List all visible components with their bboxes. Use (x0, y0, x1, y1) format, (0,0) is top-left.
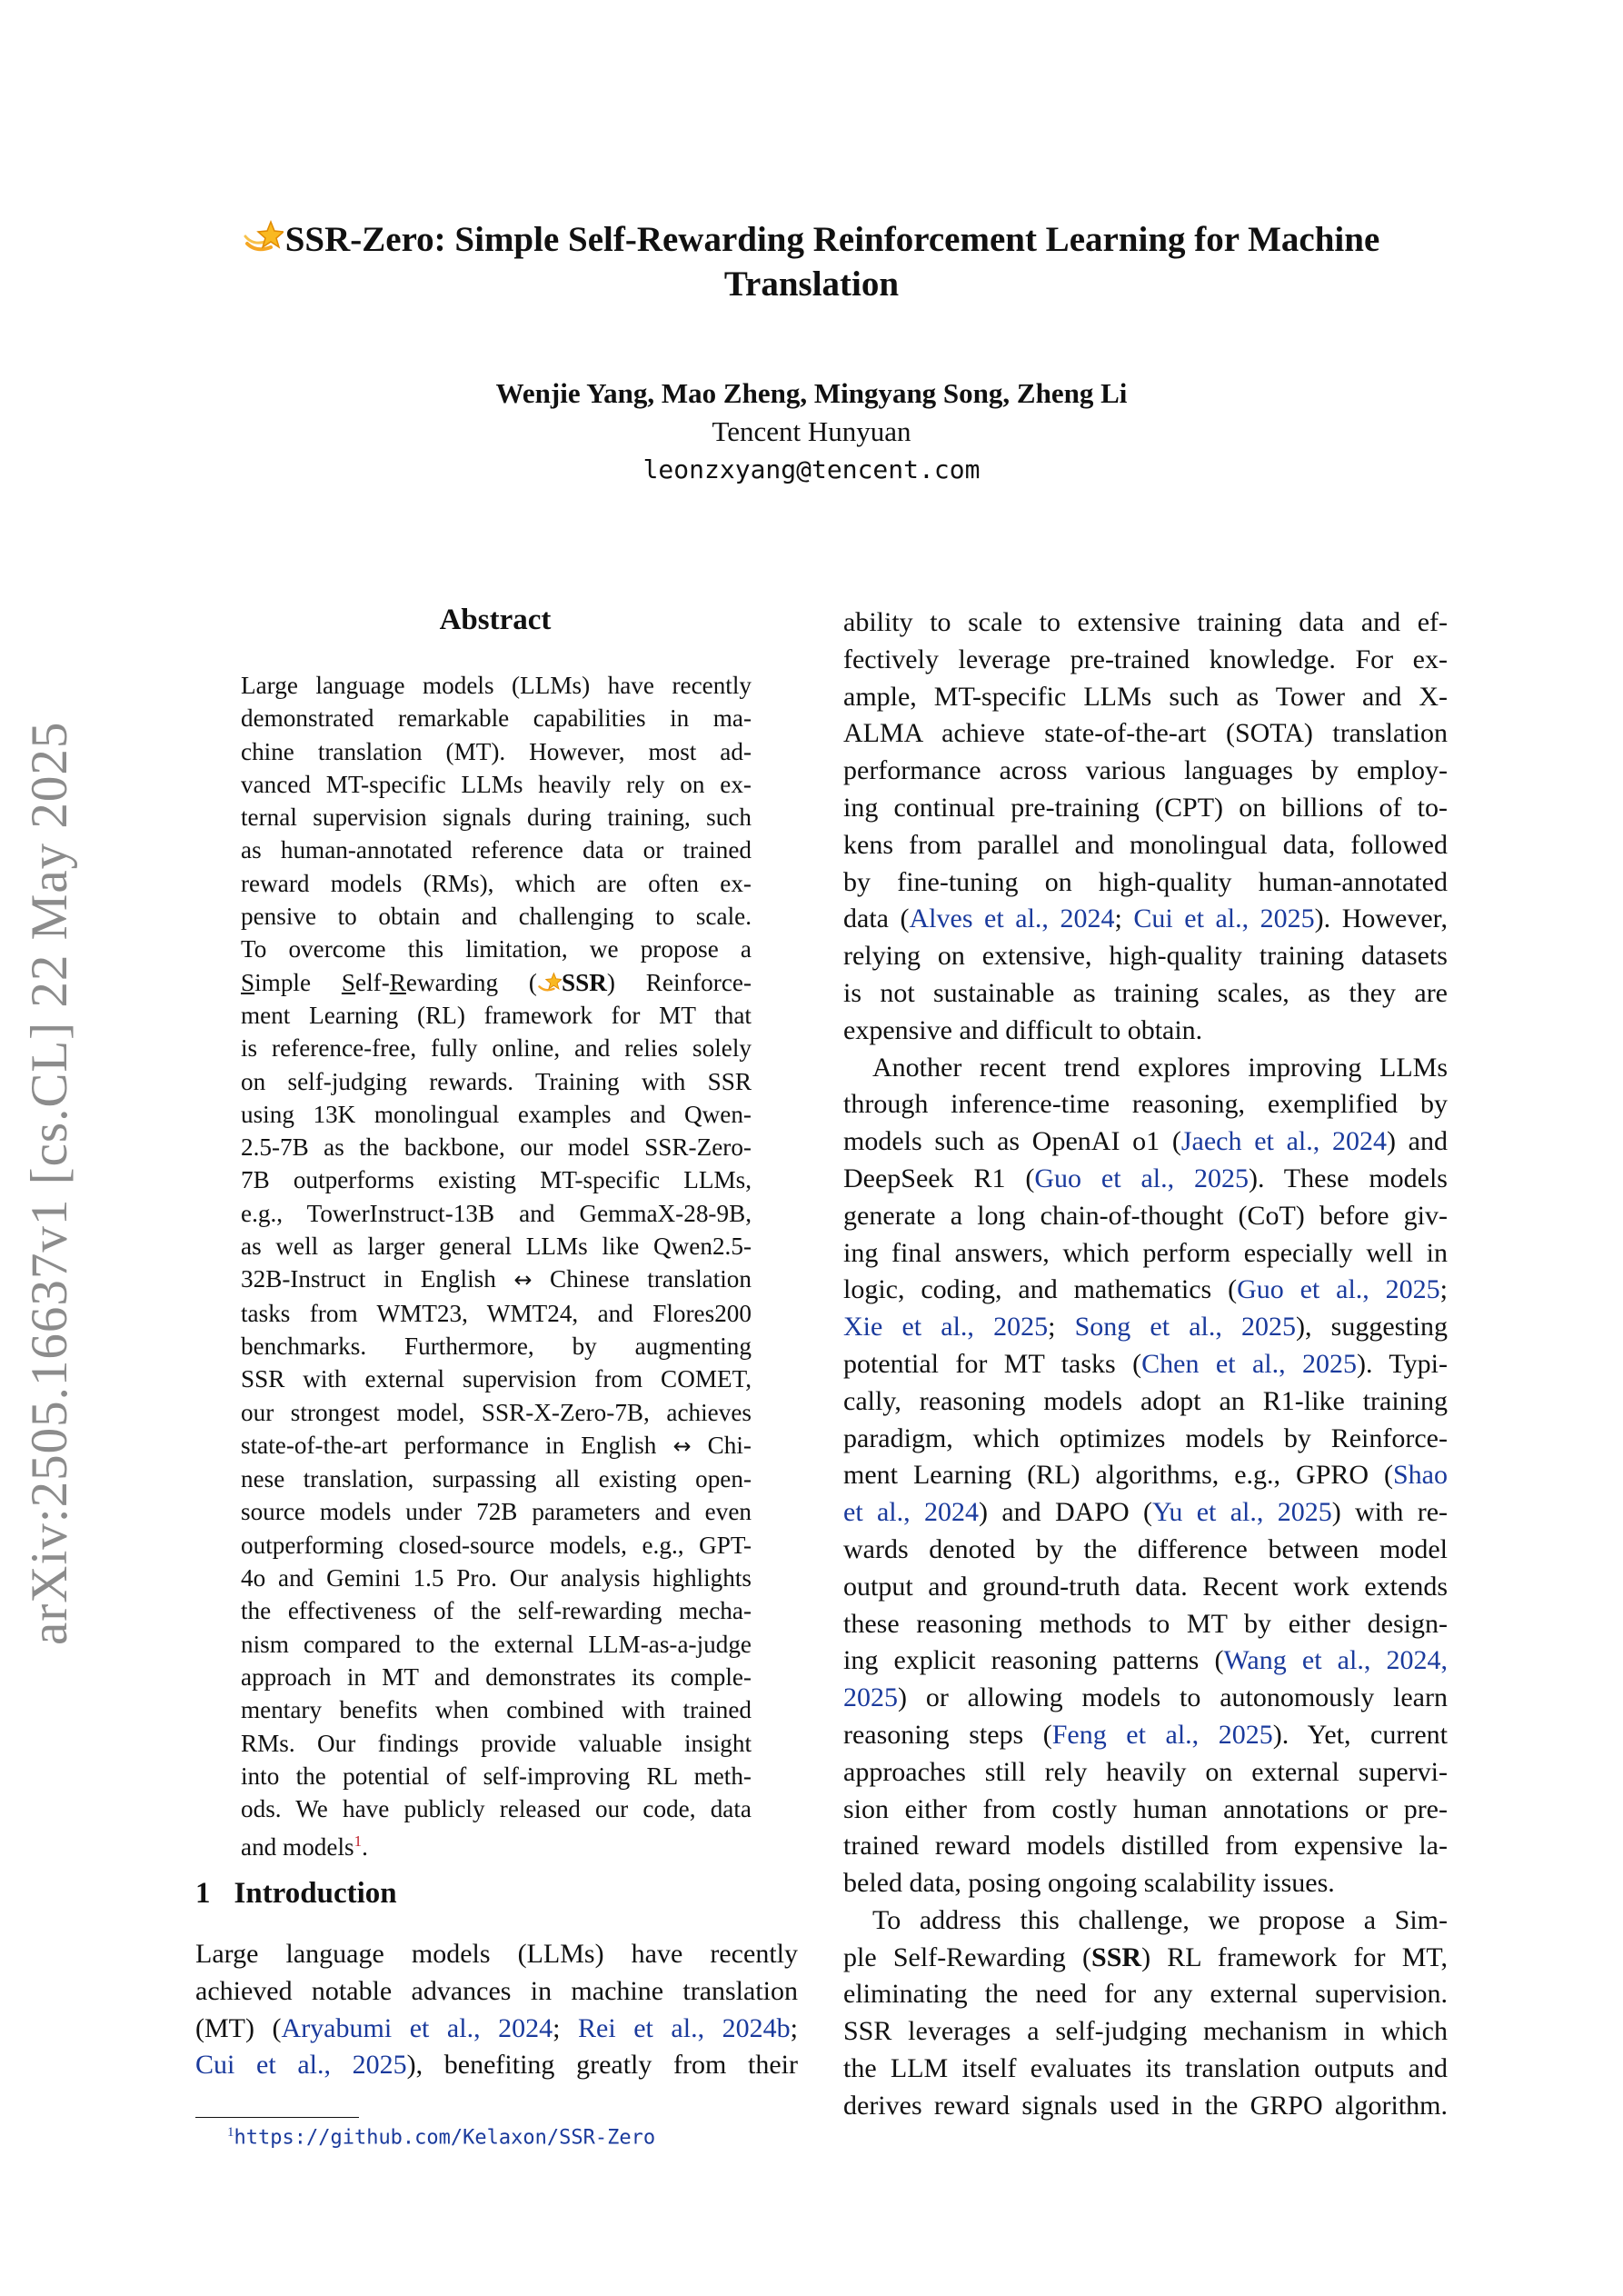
arxiv-identifier: arXiv:2505.16637v1 [cs.CL] 22 May 2025 (21, 721, 78, 1645)
body-line: models such as OpenAI o1 (Jaech et al., 2024) and (843, 1126, 1448, 1157)
body-line: approaches still rely heavily on external supervi- (843, 1756, 1448, 1787)
body-line: Another recent trend explores improving LLMs (872, 1052, 1448, 1083)
citation-link[interactable]: Alves et al., 2024 (909, 903, 1115, 934)
body-line: ment Learning (RL) algorithms, e.g., GPRO (Shao (843, 1460, 1448, 1491)
abstract-line: benchmarks. Furthermore, by augmenting (241, 1332, 752, 1360)
abstract-line: 32B-Instruct in English ↔ Chinese translation (241, 1265, 752, 1293)
citation-link[interactable]: Wang et al., 2024, (1223, 1645, 1448, 1676)
ssr-acronym: SSR (561, 968, 607, 996)
body-line: 2025) or allowing models to autonomously learn (843, 1682, 1448, 1713)
abstract-line: nese translation, surpassing all existing open- (241, 1465, 752, 1493)
author-names: Wenjie Yang, Mao Zheng, Mingyang Song, Zheng Li (495, 377, 1128, 409)
citation-link[interactable]: Shao (1393, 1460, 1448, 1491)
body-line: beled data, posing ongoing scalability issues. (843, 1868, 1335, 1899)
citation-link[interactable]: Feng et al., 2025 (1051, 1719, 1273, 1750)
abstract-line: the effectiveness of the self-rewarding mecha- (241, 1597, 752, 1625)
body-line: these reasoning methods to MT by either design- (843, 1608, 1448, 1639)
abstract-ssr-line: Simple Self-Rewarding ( SSR) Reinforce- (241, 968, 752, 996)
abstract-line: Large language models (LLMs) have recently (241, 672, 752, 699)
body-line: the LLM itself evaluates its translation outputs and (843, 2053, 1448, 2084)
citation-link[interactable]: Chen et al., 2025 (1141, 1348, 1358, 1379)
citation-link[interactable]: Jaech et al., 2024 (1180, 1126, 1387, 1157)
body-line: To address this challenge, we propose a Sim- (872, 1904, 1448, 1935)
shooting-star-icon (537, 970, 562, 994)
citation-link[interactable]: et al., 2024 (843, 1497, 979, 1528)
abstract-line: source models under 72B parameters and even (241, 1498, 752, 1526)
citation-link[interactable]: Aryabumi et al., 2024 (281, 2012, 553, 2043)
body-line: ALMA achieve state-of-the-art (SOTA) translation (843, 718, 1448, 749)
body-line: generate a long chain-of-thought (CoT) before giv- (843, 1200, 1448, 1231)
body-line: is not sustainable as training scales, as they are (843, 977, 1448, 1008)
abstract-heading: Abstract (439, 604, 552, 636)
body-line: wards denoted by the difference between model (843, 1533, 1448, 1564)
abstract-line: our strongest model, SSR-X-Zero-7B, achieves (241, 1398, 752, 1426)
footnote (227, 2125, 655, 2149)
abstract-line: using 13K monolingual examples and Qwen- (241, 1100, 752, 1128)
abstract-line: state-of-the-art performance in English ↔ Chi- (241, 1431, 752, 1459)
ssr-acronym: SSR (1091, 1942, 1142, 1972)
body-line: ing explicit reasoning patterns (Wang et al., 2024, (843, 1645, 1448, 1676)
abstract-line: reward models (RMs), which are often ex- (241, 869, 752, 897)
abstract-line: vanced MT-specific LLMs heavily rely on ex- (241, 770, 752, 798)
body-line: ability to scale to extensive training data and ef- (843, 607, 1448, 637)
body-line: Cui et al., 2025), benefiting greatly from their (195, 2050, 798, 2081)
abstract-line: mentary benefits when combined with trained (241, 1696, 752, 1724)
body-line: fectively leverage pre-trained knowledge. For ex- (843, 644, 1448, 674)
citation-link[interactable]: Cui et al., 2025 (195, 2050, 407, 2081)
body-line: expensive and difficult to obtain. (843, 1014, 1203, 1045)
abstract-line: outperforming closed-source models, e.g., GPT- (241, 1531, 752, 1559)
title-line-1: SSR-Zero: Simple Self-Rewarding Reinforcement Learning for Machine (284, 220, 1380, 259)
abstract-line: ment Learning (RL) framework for MT that (241, 1001, 752, 1029)
abstract-line: 7B outperforms existing MT-specific LLMs, (241, 1166, 752, 1194)
citation-link[interactable]: Cui et al., 2025 (1133, 903, 1315, 934)
footnote-divider (195, 2117, 359, 2118)
body-line: Large language models (LLMs) have recently (195, 1939, 798, 1969)
intro-left-column (195, 1936, 798, 2084)
body-line: Xie et al., 2025; Song et al., 2025), suggesting (843, 1312, 1448, 1343)
bidirectional-arrow-icon: ↔ (513, 1267, 533, 1293)
body-line: eliminating the need for any external supervision. (843, 1979, 1448, 2010)
body-line: reasoning steps (Feng et al., 2025). Yet, current (843, 1719, 1448, 1750)
body-line: ple Self-Rewarding (SSR) RL framework for MT, (843, 1942, 1448, 1972)
body-line: derives reward signals used in the GRPO algorithm. (843, 2090, 1448, 2121)
abstract-line: To overcome this limitation, we propose a (241, 935, 752, 963)
citation-link[interactable]: Rei et al., 2024b (578, 2012, 791, 2043)
body-line: DeepSeek R1 (Guo et al., 2025). These models (843, 1163, 1448, 1193)
body-line: ing final answers, which perform especially well in (843, 1237, 1448, 1268)
shooting-star-icon (244, 216, 284, 256)
abstract-line: nism compared to the external LLM-as-a-judge (241, 1630, 752, 1658)
abstract-line: as well as larger general LLMs like Qwen2.5- (241, 1233, 752, 1261)
author-affiliation: Tencent Hunyuan (712, 415, 911, 447)
body-line: performance across various languages by employ- (843, 755, 1448, 786)
body-line: logic, coding, and mathematics (Guo et al., 2025; (843, 1274, 1448, 1305)
paper-title (136, 216, 1487, 306)
citation-link[interactable]: Song et al., 2025 (1074, 1312, 1297, 1343)
body-line: data (Alves et al., 2024; Cui et al., 2025). However, (843, 903, 1448, 934)
citation-link[interactable]: 2025 (843, 1682, 898, 1713)
footnote-marker[interactable]: 1 (353, 1832, 363, 1851)
abstract-line: tasks from WMT23, WMT24, and Flores200 (241, 1299, 752, 1327)
author-block (0, 374, 1623, 489)
abstract-line: SSR with external supervision from COMET, (241, 1365, 752, 1393)
citation-link[interactable]: Xie et al., 2025 (843, 1312, 1049, 1343)
body-line: kens from parallel and monolingual data, followed (843, 829, 1448, 860)
body-line: ing continual pre-training (CPT) on billions of to- (843, 792, 1448, 823)
body-line: paradigm, which optimizes models by Reinforce- (843, 1423, 1448, 1453)
abstract-line: demonstrated remarkable capabilities in ma- (241, 704, 752, 733)
body-line: et al., 2024) and DAPO (Yu et al., 2025) with re- (843, 1497, 1448, 1528)
abstract-line: ternal supervision signals during training, such (241, 804, 752, 832)
body-line: trained reward models distilled from expensive la- (843, 1831, 1448, 1862)
body-line: (MT) (Aryabumi et al., 2024; Rei et al., 2024b; (195, 2012, 798, 2043)
citation-link[interactable]: Guo et al., 2025 (1237, 1274, 1440, 1305)
footnote-number: 1 (227, 2125, 234, 2140)
bidirectional-arrow-icon: ↔ (672, 1433, 692, 1459)
abstract-last-line: and models$^1$. (241, 1832, 368, 1862)
body-line: through inference-time reasoning, exemplified by (843, 1089, 1448, 1120)
abstract-line: RMs. Our findings provide valuable insight (241, 1729, 752, 1757)
abstract-line: into the potential of self-improving RL meth- (241, 1762, 752, 1790)
abstract-line: as human-annotated reference data or trained (241, 836, 752, 864)
citation-link[interactable]: Yu et al., 2025 (1152, 1497, 1332, 1528)
body-line: output and ground-truth data. Recent work extends (843, 1571, 1448, 1602)
abstract-line: pensive to obtain and challenging to scale. (241, 903, 752, 931)
abstract-line: is reference-free, fully online, and relies solely (241, 1034, 752, 1063)
abstract-line: e.g., TowerInstruct-13B and GemmaX-28-9B, (241, 1199, 752, 1227)
body-line: sion either from costly human annotations or pre- (843, 1793, 1448, 1824)
title-line-2: Translation (723, 265, 900, 304)
abstract-line: 2.5-7B as the backbone, our model SSR-Zero- (241, 1133, 752, 1162)
abstract-line: ods. We have publicly released our code, data (241, 1795, 752, 1823)
abstract-line: 4o and Gemini 1.5 Pro. Our analysis highlights (241, 1564, 752, 1592)
body-line: achieved notable advances in machine translation (195, 1975, 798, 2006)
footnote-url-link[interactable]: https://github.com/Kelaxon/SSR-Zero (234, 2126, 656, 2150)
author-email[interactable]: leonzxyang@tencent.com (642, 454, 981, 484)
citation-link[interactable]: Guo et al., 2025 (1034, 1163, 1249, 1193)
body-line: potential for MT tasks (Chen et al., 2025). Typi- (843, 1348, 1448, 1379)
section-heading-introduction: 1 Introduction (195, 1877, 397, 1910)
body-line: ample, MT-specific LLMs such as Tower and X- (843, 681, 1448, 712)
abstract-line: chine translation (MT). However, most ad- (241, 737, 752, 765)
body-line: by fine-tuning on high-quality human-annotated (843, 866, 1448, 897)
body-line: relying on extensive, high-quality training datasets (843, 941, 1448, 972)
right-column (843, 604, 1448, 2125)
abstract-body (241, 669, 752, 1864)
abstract-line: on self-judging rewards. Training with SSR (241, 1067, 752, 1095)
abstract-line: approach in MT and demonstrates its comple- (241, 1662, 752, 1691)
body-line: cally, reasoning models adopt an R1-like training (843, 1385, 1448, 1416)
body-line: SSR leverages a self-judging mechanism in which (843, 2016, 1448, 2047)
